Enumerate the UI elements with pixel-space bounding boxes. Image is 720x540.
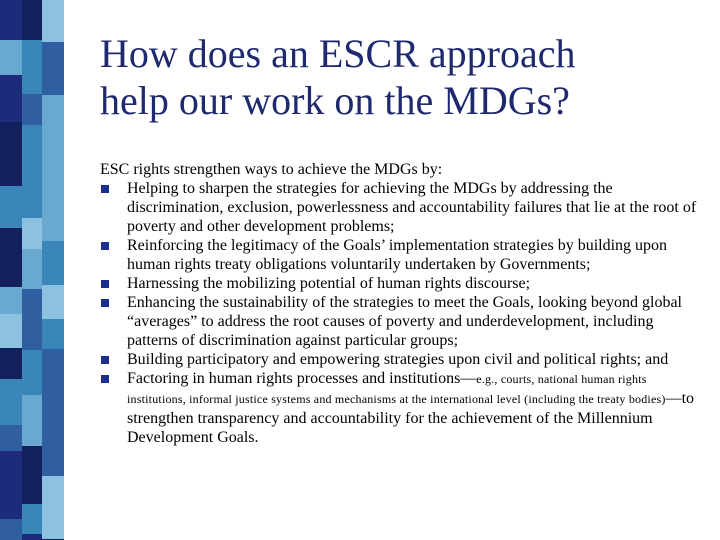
stripe-block [0, 0, 22, 40]
bullet-item-last [100, 369, 700, 447]
stripe-block [0, 186, 22, 228]
title-line-2: help our work on the MDGs? [100, 78, 570, 123]
bullet-item [100, 350, 700, 369]
bullet-text: Building participatory and empowering strategies upon civil and political rights; and [127, 351, 669, 368]
bullet-item [100, 179, 700, 236]
stripe-block [22, 316, 42, 350]
stripe-block [0, 287, 22, 314]
slide-title [100, 30, 700, 124]
stripe-block [0, 75, 22, 122]
square-bullet-icon [101, 375, 109, 383]
stripe-block [42, 349, 64, 408]
bullet-text: Enhancing the sustainability of the strategies to meet the Goals, looking beyond global “averages” to address the root causes of poverty and underdevelopment, including patterns of discrimination against particular groups; [127, 294, 682, 349]
bullet-text: Helping to sharpen the strategies for achieving the MDGs by addressing the discrimination, exclusion, powerlessness and accountability failures that lie at the root of poverty and other development problems; [127, 180, 697, 235]
stripe-block [42, 0, 64, 42]
stripe-block [22, 395, 42, 446]
stripe-block [22, 289, 42, 316]
title-line-1: How does an ESCR approach [100, 31, 576, 76]
square-bullet-icon [101, 242, 109, 250]
stripe-block [0, 122, 22, 186]
stripe-block [22, 169, 42, 218]
bullet-item [100, 274, 700, 293]
bullet-text: Reinforcing the legitimacy of the Goals’ implementation strategies by building upon human rights treaty obligations voluntarily undertaken by Governments; [127, 237, 668, 273]
stripe-block [0, 519, 22, 540]
stripe-block [0, 425, 22, 451]
stripe-block [22, 40, 42, 94]
stripe-block [0, 379, 22, 425]
decorative-stripe [0, 0, 64, 540]
stripe-block [0, 348, 22, 379]
stripe-block [42, 476, 64, 539]
stripe-block [22, 125, 42, 169]
bullet-text: Harnessing the mobilizing potential of human rights discourse; [127, 275, 531, 292]
stripe-block [22, 534, 42, 540]
stripe-block [42, 95, 64, 133]
stripe-block [42, 285, 64, 319]
bullet-list [100, 179, 700, 447]
stripe-block [22, 350, 42, 395]
stripe-block [0, 314, 22, 348]
stripe-block [42, 179, 64, 241]
slide-body [100, 160, 700, 447]
square-bullet-icon [101, 185, 109, 193]
stripe-block [42, 408, 64, 476]
stripe-block [42, 42, 64, 95]
stripe-block [42, 133, 64, 179]
stripe-block [22, 0, 42, 40]
intro-text: ESC rights strengthen ways to achieve the MDGs by: [100, 161, 443, 178]
stripe-block [22, 94, 42, 125]
bullet-item [100, 236, 700, 274]
stripe-block [22, 504, 42, 534]
stripe-block [0, 228, 22, 287]
stripe-block [0, 40, 22, 75]
stripe-block [22, 218, 42, 249]
stripe-block [42, 241, 64, 285]
stripe-block [42, 319, 64, 349]
bullet-item [100, 293, 700, 350]
bullet-text-part1: Factoring in human rights processes and institutions— [127, 370, 477, 387]
square-bullet-icon [101, 356, 109, 364]
stripe-block [0, 451, 22, 519]
stripe-block [22, 446, 42, 504]
bullet-text-examples: e.g., courts, national human rights institutions, informal justice systems and mechanisms at the international level (including the treaty bodies) [127, 372, 666, 406]
square-bullet-icon [101, 280, 109, 288]
bullet-text-part3: —to strengthen transparency and accountability for the achievement of the Millennium Development Goals. [127, 390, 695, 446]
square-bullet-icon [101, 299, 109, 307]
stripe-block [22, 249, 42, 289]
